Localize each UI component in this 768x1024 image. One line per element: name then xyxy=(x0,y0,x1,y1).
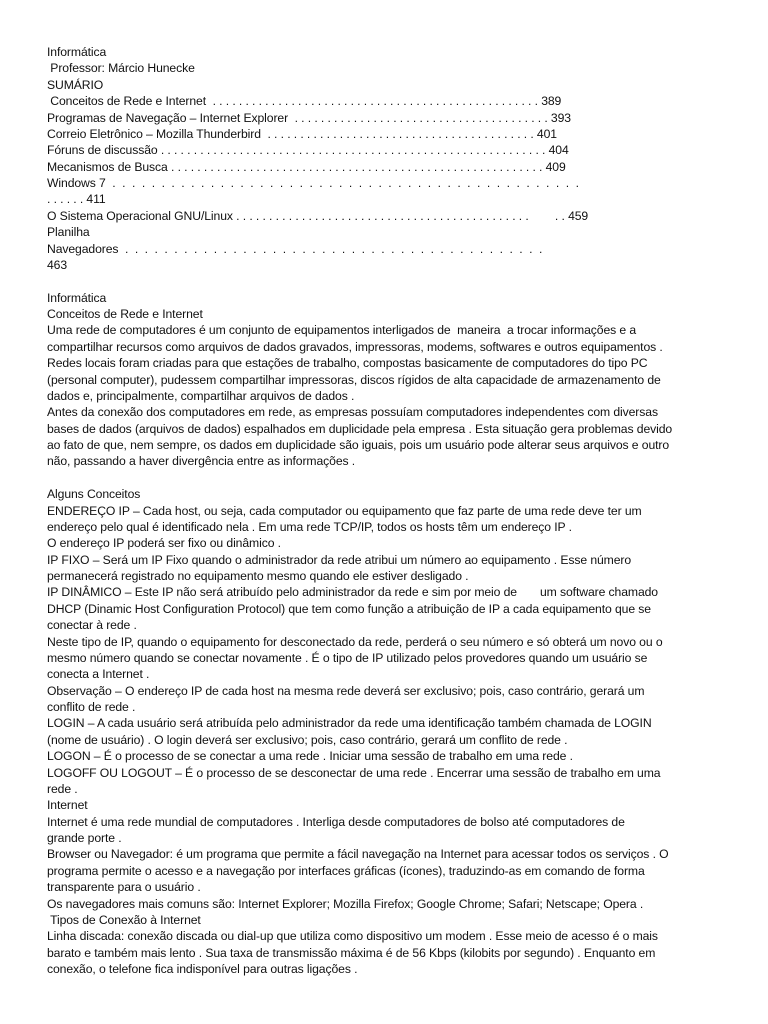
toc-entry: O Sistema Operacional GNU/Linux . . . . . . . . . . . . . . . . . . . . . . . . . . . . . . . . . . . . . . . . . . . . . . . 459 xyxy=(47,208,589,223)
toc-entry: . . . . . . 411 xyxy=(47,192,106,207)
paragraph-line: barato e também mais lento . Sua taxa de transmissão máxima é de 56 Kbps (kilobits por segundo) . Enquanto em xyxy=(47,945,656,960)
paragraph-line: não, passando a haver divergência entre as informações . xyxy=(47,454,356,469)
paragraph-line: Observação – O endereço IP de cada host na mesma rede deverá ser exclusivo; pois, caso contrário, gerará um xyxy=(47,683,645,698)
subject-title: Informática xyxy=(47,45,107,59)
paragraph-line: Antes da conexão dos computadores em rede, as empresas possuíam computadores independentes com diversas xyxy=(47,405,658,420)
paragraph-line: Redes locais foram criadas para que estações de trabalho, compostas basicamente de computadores do tipo PC xyxy=(47,356,648,371)
paragraph-line: grande porte . xyxy=(47,831,122,845)
paragraph-line: DHCP (Dinamic Host Configuration Protocol) que tem como função a atribuição de IP a cada equipamento que se xyxy=(47,601,651,616)
paragraph-line: Uma rede de computadores é um conjunto de equipamentos interligados de maneira a trocar informações e a xyxy=(47,323,637,338)
paragraph-line: IP FIXO – Será um IP Fixo quando o administrador da rede atribui um número ao equipamento . Esse número xyxy=(47,552,632,567)
paragraph-line: bases de dados (arquivos de dados) espalhados em duplicidade pela empresa . Esta situação gera problemas devido xyxy=(47,421,673,436)
section-heading: Internet xyxy=(47,798,88,813)
spacer xyxy=(47,273,737,289)
paragraph-line: mesmo número quando se conectar novamente . É o tipo de IP utilizado pelos provedores quando um usuário se xyxy=(47,650,648,665)
section-conceitos xyxy=(47,290,737,470)
paragraph-line: dados e, principalmente, compartilhar arquivos de dados . xyxy=(47,388,355,403)
paragraph-line: conecta a Internet . xyxy=(47,667,150,682)
document-header xyxy=(47,44,737,93)
toc-entry: Fóruns de discussão . . . . . . . . . . . . . . . . . . . . . . . . . . . . . . . . . . . . . . . . . . . . . . . . . . . . . . . . . . . 404 xyxy=(47,143,569,158)
paragraph-line: (nome de usuário) . O login deverá ser exclusivo; pois, caso contrário, gerará um conflito de rede . xyxy=(47,732,568,747)
paragraph-line: transparente para o usuário . xyxy=(47,880,201,895)
section-heading: Informática xyxy=(47,290,107,305)
paragraph-line: conflito de rede . xyxy=(47,700,136,714)
section-subheading: Tipos de Conexão à Internet xyxy=(47,912,201,927)
paragraph-line: (personal computer), pudessem compartilhar impressoras, discos rígidos de alta capacidade de armazenamento de xyxy=(47,372,661,387)
toc-entry: Programas de Navegação – Internet Explorer . . . . . . . . . . . . . . . . . . . . . . . . . . . . . . . . . . . . . . . 393 xyxy=(47,110,571,125)
toc-entry: Planilha xyxy=(47,225,90,240)
paragraph-line: permanecerá registrado no equipamento mesmo quando ele estiver desligado . xyxy=(47,569,469,583)
section-heading: Alguns Conceitos xyxy=(47,487,141,502)
summary-title: SUMÁRIO xyxy=(47,77,104,92)
paragraph-line: Linha discada: conexão discada ou dial-up que utiliza como dispositivo um modem . Esse meio de acesso é o mais xyxy=(47,929,658,944)
paragraph-line: Browser ou Navegador: é um programa que permite a fácil navegação na Internet para acessar todos os serviços . O xyxy=(47,847,669,862)
toc-entry: Conceitos de Rede e Internet . . . . . . . . . . . . . . . . . . . . . . . . . . . . . . . . . . . . . . . . . . . . . . . . . . 389 xyxy=(47,94,562,109)
paragraph-line: Internet é uma rede mundial de computadores . Interliga desde computadores de bolso até computadores de xyxy=(47,814,625,829)
paragraph-line: conectar à rede . xyxy=(47,618,137,633)
paragraph-line: Os navegadores mais comuns são: Internet Explorer; Mozilla Firefox; Google Chrome; Safari; Netscape; Opera . xyxy=(47,896,644,911)
toc-entry: Correio Eletrônico – Mozilla Thunderbird . . . . . . . . . . . . . . . . . . . . . . . . . . . . . . . . . . . . . . . . . 401 xyxy=(47,126,557,141)
document-body xyxy=(47,44,737,977)
toc-entry: Navegadores . . . . . . . . . . . . . . . . . . . . . . . . . . . . . . . . . . . . . . . . . . . xyxy=(47,241,543,256)
section-subheading: Conceitos de Rede e Internet xyxy=(47,307,203,321)
paragraph-line: ao fato de que, nem sempre, os dados em duplicidade são iguais, pois um usuário pode alterar seus arquivos e outro xyxy=(47,438,670,452)
paragraph-line: endereço pelo qual é identificado nela . Em uma rede TCP/IP, todos os hosts têm um endereço IP . xyxy=(47,519,572,534)
toc-entry: 463 xyxy=(47,257,68,272)
teacher-line: Professor: Márcio Hunecke xyxy=(47,61,195,76)
paragraph-line: LOGON – É o processo de se conectar a uma rede . Iniciar uma sessão de trabalho em uma rede . xyxy=(47,749,573,764)
paragraph-line: compartilhar recursos como arquivos de dados gravados, impressoras, modems, softwares e outros equipamentos . xyxy=(47,339,663,354)
paragraph-line: programa permite o acesso e a navegação por interfaces gráficas (ícones), traduzindo-as em comando de forma xyxy=(47,863,645,878)
paragraph-line: ENDEREÇO IP – Cada host, ou seja, cada computador ou equipamento que faz parte de uma rede deve ter um xyxy=(47,503,642,518)
paragraph-line: LOGIN – A cada usuário será atribuída pelo administrador da rede uma identificação também chamada de LOGIN xyxy=(47,716,652,731)
paragraph-line: O endereço IP poderá ser fixo ou dinâmico . xyxy=(47,536,281,551)
paragraph-line: IP DINÂMICO – Este IP não será atribuído pelo administrador da rede e sim por meio de um software chamado xyxy=(47,585,658,600)
paragraph-line: rede . xyxy=(47,781,78,796)
paragraph-line: conexão, o telefone fica indisponível para outras ligações . xyxy=(47,962,358,976)
paragraph-line: Neste tipo de IP, quando o equipamento for desconectado da rede, perderá o seu número e só obterá um novo ou o xyxy=(47,634,663,649)
toc-entry: Mecanismos de Busca . . . . . . . . . . . . . . . . . . . . . . . . . . . . . . . . . . . . . . . . . . . . . . . . . . . . . . . . . 409 xyxy=(47,159,566,174)
toc-entry: Windows 7 . . . . . . . . . . . . . . . . . . . . . . . . . . . . . . . . . . . . . . . . . . . . . . . . xyxy=(47,176,579,190)
table-of-contents xyxy=(47,93,737,273)
section-alguns-conceitos xyxy=(47,486,737,977)
paragraph-line: LOGOFF OU LOGOUT – É o processo de se desconectar de uma rede . Encerrar uma sessão de trabalho em uma xyxy=(47,765,661,780)
spacer xyxy=(47,470,737,486)
